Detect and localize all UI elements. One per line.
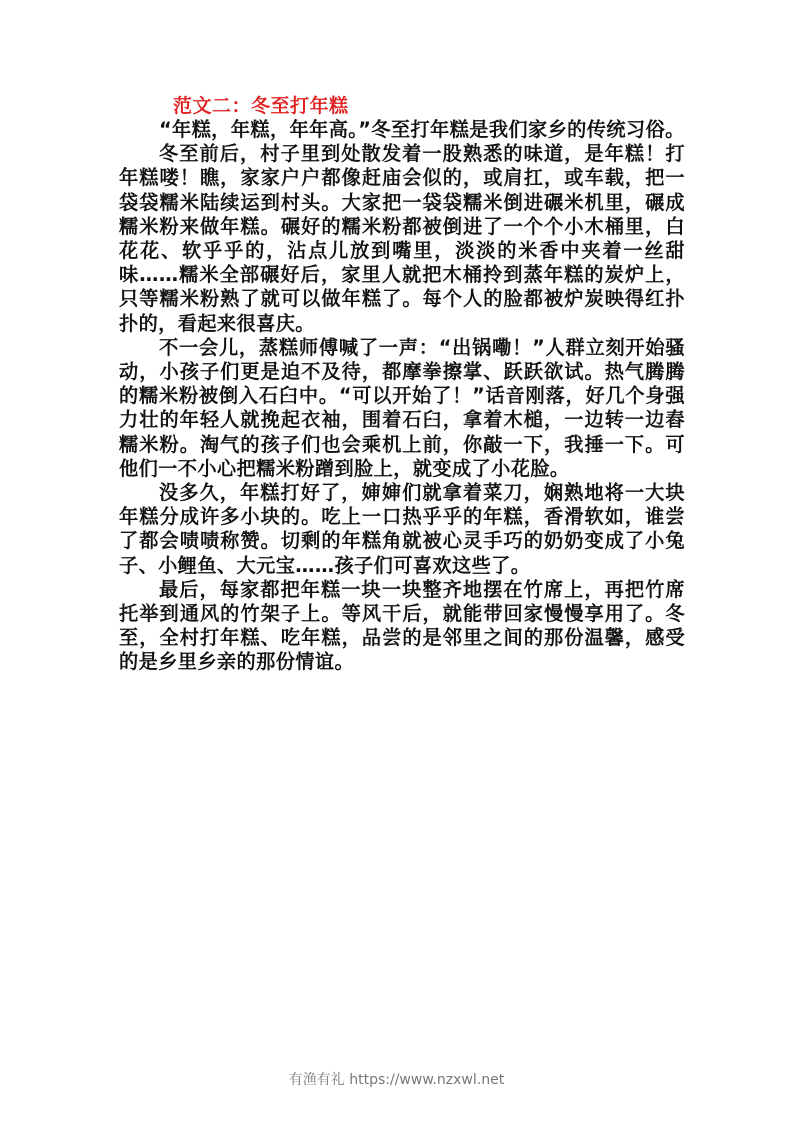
- footer-watermark: 有渔有礼 https://www.nzxwl.net: [288, 1072, 505, 1088]
- article-title: 范文二：冬至打年糕: [173, 95, 349, 117]
- paragraph-2: 冬至前后，村子里到处散发着一股熟悉的味道，是年糕！打年糕喽！瞧，家家户户都像赶庙会似的，或肩扛，或车载，把一袋袋糯米陆续运到村头。大家把一袋袋糯米倒进碾米机里，碾成糯米粉来做年糕。碾好的糯米粉都被倒进了一个个小木桶里，白花花、软乎乎的，沾点儿放到嘴里，淡淡的米香中夹着一丝甜味……糯米全部碾好后，家里人就把木桶拎到蒸年糕的炭炉上，只等糯米粉熟了就可以做年糕了。每个人的脸都被炉炭映得红扑扑的，看起来很喜庆。: [119, 142, 685, 335]
- paragraph-5: 最后，每家都把年糕一块一块整齐地摆在竹席上，再把竹席托举到通风的竹架子上。等风干后，就能带回家慢慢享用了。冬至，全村打年糕、吃年糕，品尝的是邻里之间的那份温馨，感受的是乡里乡亲的那份情谊。: [119, 577, 685, 674]
- paragraph-3: 不一会儿，蒸糕师傅喊了一声：“出锅嘞！”人群立刻开始骚动，小孩子们更是迫不及待，都摩拳擦掌、跃跃欲试。热气腾腾的糯米粉被倒入石臼中。“可以开始了！”话音刚落，好几个身强力壮的年轻人就挽起衣袖，围着石臼，拿着木槌，一边转一边舂糯米粉。淘气的孩子们也会乘机上前，你敲一下，我捶一下。可他们一不小心把糯米粉蹭到脸上，就变成了小花脸。: [119, 335, 685, 480]
- article-body: [119, 94, 685, 675]
- paragraph-1: “年糕，年糕，年年高。”冬至打年糕是我们家乡的传统习俗。: [159, 118, 685, 141]
- paragraph-4: 没多久，年糕打好了，婶婶们就拿着菜刀，娴熟地将一大块年糕分成许多小块的。吃上一口热乎乎的年糕，香滑软如，谁尝了都会啧啧称赞。切剩的年糕角就被心灵手巧的奶奶变成了小兔子、小鲤鱼、大元宝……孩子们可喜欢这些了。: [119, 481, 685, 577]
